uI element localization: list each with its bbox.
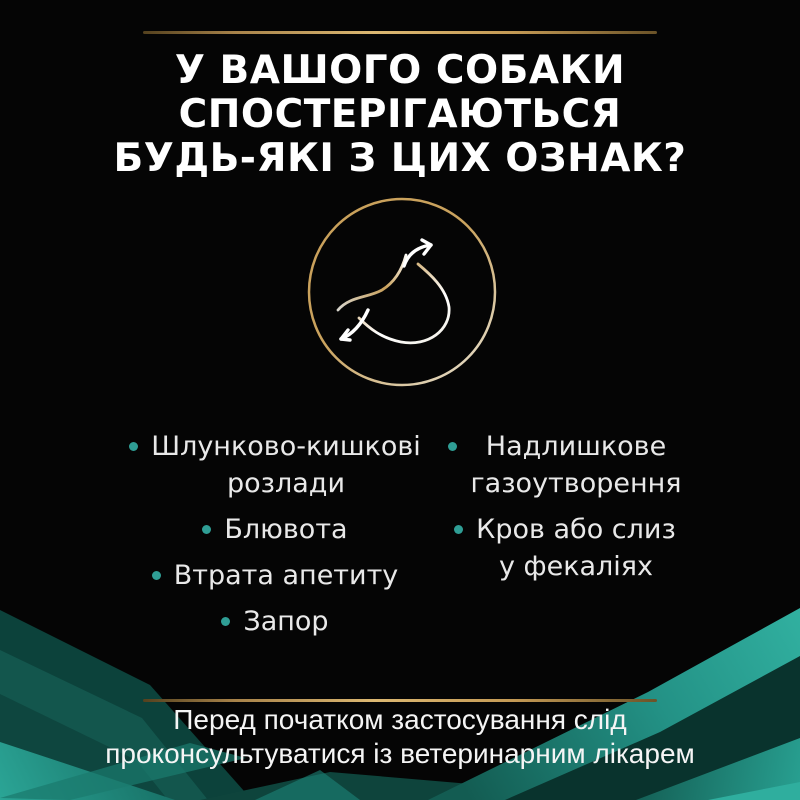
list-item — [430, 511, 700, 585]
bullet-dot-icon — [152, 571, 161, 580]
stomach-outer-wall — [338, 255, 406, 310]
page-title-line-1: У ВАШОГО СОБАКИ — [174, 48, 626, 93]
symptom-text: Запор — [243, 606, 329, 637]
bullet-dot-icon — [129, 442, 138, 451]
list-item — [430, 428, 700, 502]
bullet-dot-icon — [202, 525, 211, 534]
flow-in-arrow-icon — [404, 240, 431, 266]
symptom-text: газоутворення — [470, 468, 682, 499]
symptom-text: Шлунково-кишкові — [151, 431, 421, 462]
symptom-text: у фекаліях — [498, 551, 654, 582]
disclaimer-line-2: проконсультуватися із ветеринарним лікарем — [105, 738, 695, 769]
stomach-digestion-icon — [302, 192, 502, 392]
list-item — [65, 557, 485, 594]
icon-ring — [309, 199, 495, 385]
bottom-gold-divider — [143, 699, 657, 702]
disclaimer — [0, 703, 800, 771]
page-title-line-2: СПОСТЕРІГАЮТЬСЯ — [178, 92, 622, 137]
flow-out-arrow-icon — [341, 310, 368, 340]
page-title-line-3: БУДЬ-ЯКІ З ЦИХ ОЗНАК? — [113, 136, 687, 181]
symptom-text: Втрата апетиту — [173, 560, 399, 591]
top-gold-divider — [143, 31, 657, 34]
page-title — [0, 49, 800, 181]
disclaimer-line-1: Перед початком застосування слід — [173, 704, 627, 735]
symptom-text: Кров або слиз — [476, 514, 676, 545]
symptom-text: Надлишкове — [485, 431, 667, 462]
stomach-inner-wall — [359, 264, 449, 343]
bullet-dot-icon — [454, 525, 463, 534]
symptom-list-right — [430, 428, 700, 594]
bullet-dot-icon — [448, 442, 457, 451]
list-item — [65, 428, 485, 502]
symptom-text: Блювота — [224, 514, 348, 545]
list-item — [65, 511, 485, 548]
symptom-text: розлади — [226, 468, 346, 499]
